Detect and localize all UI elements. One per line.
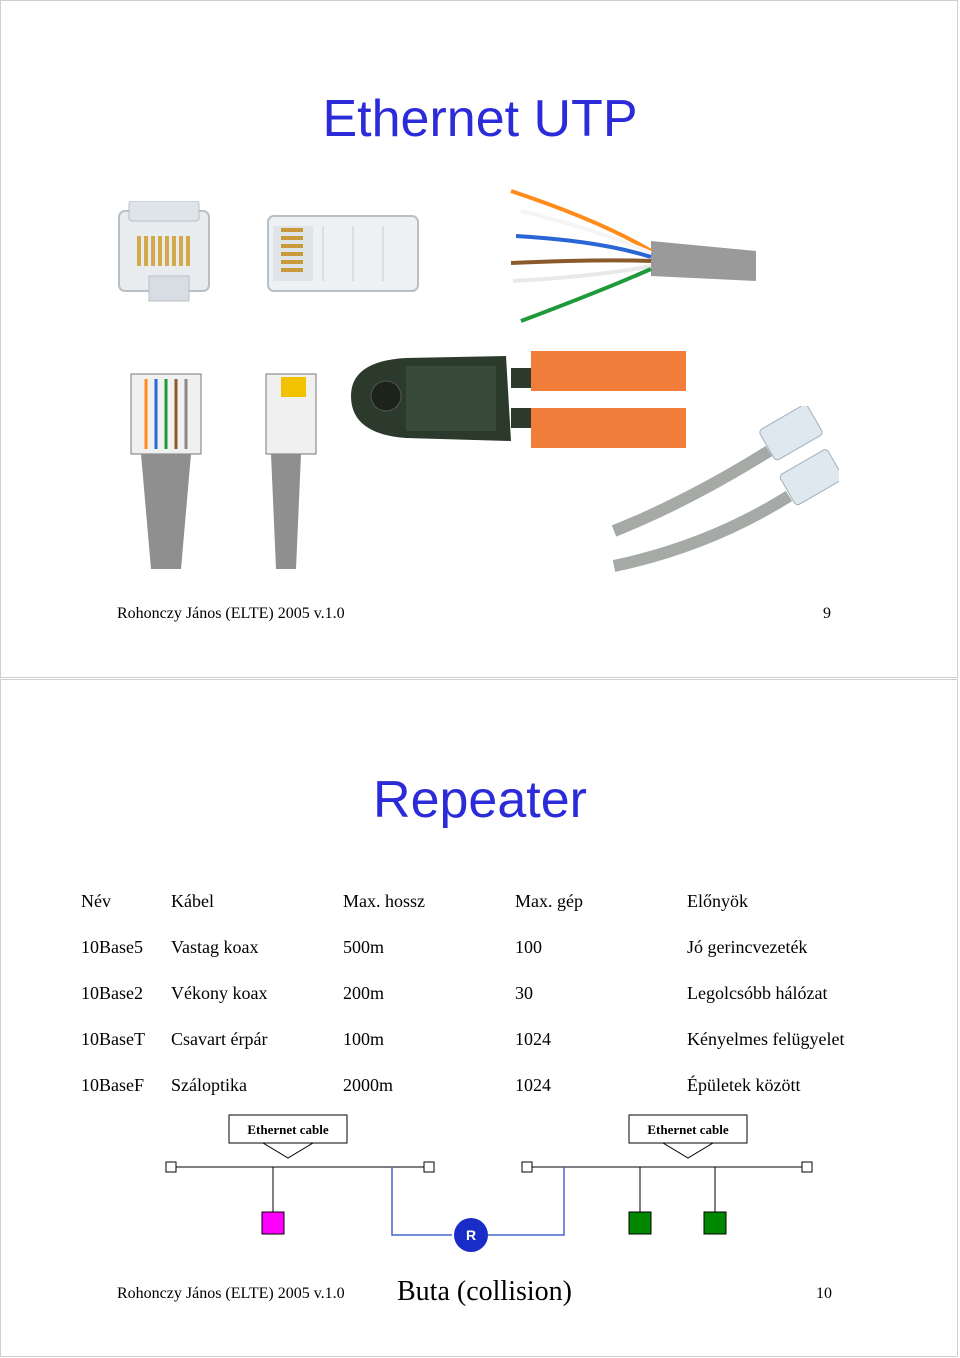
table-cell: Jó gerincvezeték xyxy=(687,936,808,957)
station-green xyxy=(629,1212,651,1234)
pointer-arrow xyxy=(663,1143,713,1158)
patch-cable-image xyxy=(609,406,839,576)
table-row xyxy=(81,1062,887,1108)
rj45-connector-side-image xyxy=(263,206,423,301)
table-row xyxy=(81,1016,887,1062)
ethernet-types-table xyxy=(81,878,887,1108)
repeater-link-right xyxy=(488,1167,564,1235)
table-cell: 100m xyxy=(343,1028,385,1049)
table-cell: 10Base2 xyxy=(81,982,143,1003)
station-magenta xyxy=(262,1212,284,1234)
table-cell: Vastag koax xyxy=(171,936,259,957)
table-cell: 500m xyxy=(343,936,385,957)
slide-title: Repeater xyxy=(373,771,587,829)
pointer-arrow xyxy=(263,1143,313,1158)
connector-crosssection-image xyxy=(126,369,326,569)
table-cell: 10Base5 xyxy=(81,936,143,957)
table-cell: Kényelmes felügyelet xyxy=(687,1028,845,1049)
table-cell: Csavart érpár xyxy=(171,1028,268,1049)
table-header-cell: Név xyxy=(81,890,111,911)
terminator xyxy=(424,1162,434,1172)
table-cell: 200m xyxy=(343,982,385,1003)
rj45-connector-image xyxy=(109,201,219,306)
repeater-diagram xyxy=(151,1110,831,1265)
table-cell: 100 xyxy=(515,936,542,957)
table-cell: 1024 xyxy=(515,1028,551,1049)
table-header-cell: Max. gép xyxy=(515,890,583,911)
table-header-cell: Max. hossz xyxy=(343,890,425,911)
table-cell: 2000m xyxy=(343,1074,394,1095)
cable-label-left: Ethernet cable xyxy=(247,1122,329,1137)
table-cell: 1024 xyxy=(515,1074,551,1095)
slide-ethernet-utp xyxy=(0,0,958,678)
terminator xyxy=(522,1162,532,1172)
terminator xyxy=(166,1162,176,1172)
station-green xyxy=(704,1212,726,1234)
table-cell: 10BaseT xyxy=(81,1028,145,1049)
slide-title: Ethernet UTP xyxy=(322,90,638,148)
table-cell: Legolcsóbb hálózat xyxy=(687,982,828,1003)
slide-footer: Rohonczy János (ELTE) 2005 v.1.0 xyxy=(117,605,345,622)
repeater-link-left xyxy=(392,1167,452,1235)
table-cell: Vékony koax xyxy=(171,982,268,1003)
table-row xyxy=(81,924,887,970)
table-header-cell: Kábel xyxy=(171,890,214,911)
table-row xyxy=(81,970,887,1016)
repeater-label: R xyxy=(465,1227,477,1243)
table-cell: 30 xyxy=(515,982,533,1003)
table-cell: Épületek között xyxy=(687,1074,801,1095)
table-header-row xyxy=(81,878,887,924)
table-cell: Száloptika xyxy=(171,1074,247,1095)
slide-footer: Rohonczy János (ELTE) 2005 v.1.0 xyxy=(117,1285,345,1302)
diagram-caption: Buta (collision) xyxy=(397,1276,572,1307)
table-cell: 10BaseF xyxy=(81,1074,144,1095)
utp-cable-image xyxy=(501,181,761,331)
table-header-cell: Előnyök xyxy=(687,890,748,911)
page-number: 10 xyxy=(816,1285,832,1302)
page-number: 9 xyxy=(823,605,831,622)
slide-repeater xyxy=(0,679,958,1357)
terminator xyxy=(802,1162,812,1172)
cable-label-right: Ethernet cable xyxy=(647,1122,729,1137)
